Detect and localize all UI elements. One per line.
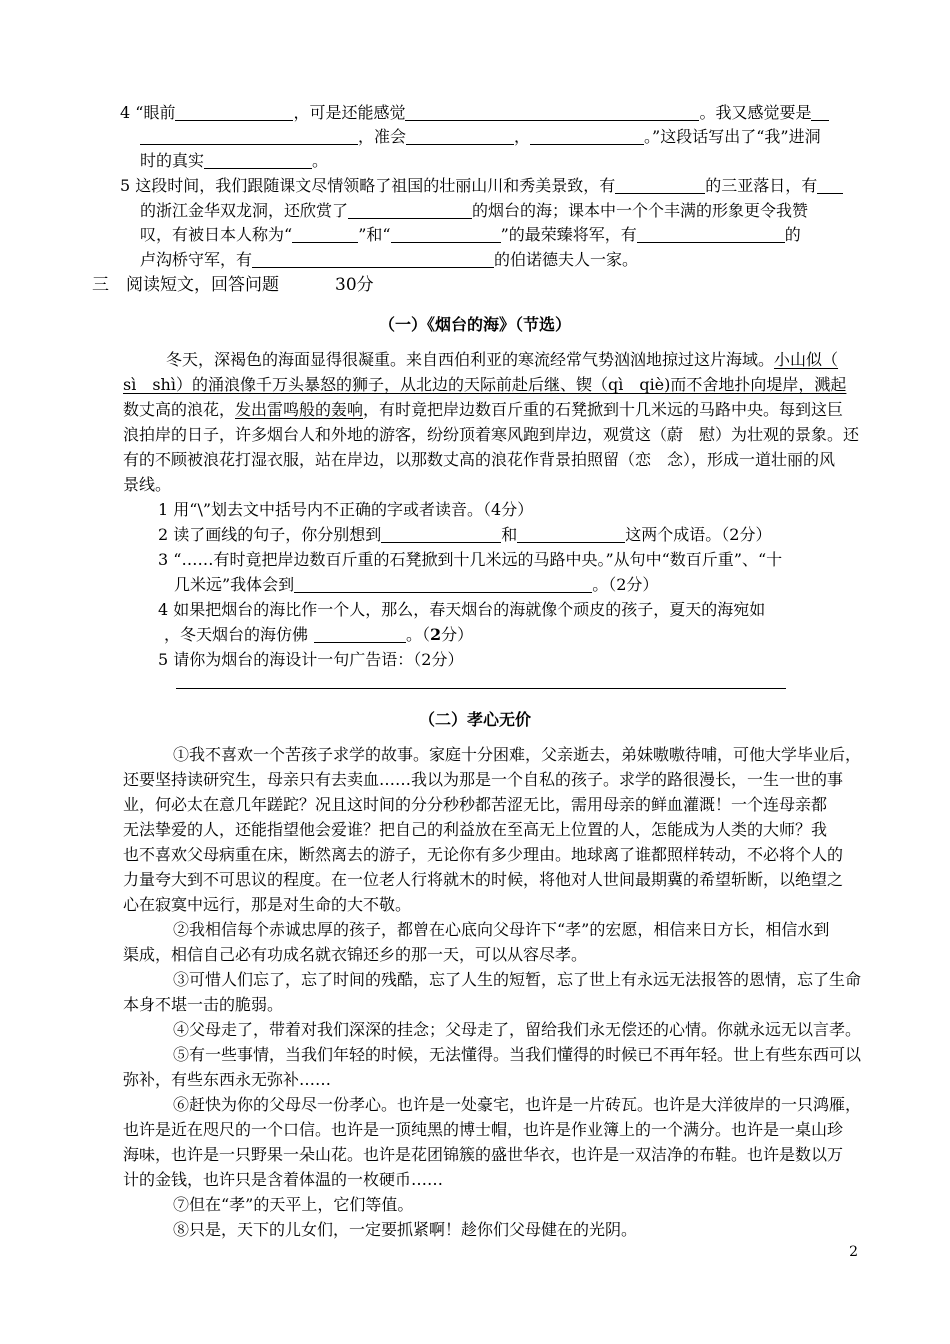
question-4-line-2: ，准会 ， 。”这段话写出了“我”进洞 (140, 124, 821, 150)
question-4-line-1: 4 “眼前 ，可是还能感觉 。我又感觉要是 (120, 100, 829, 126)
answer-blank[interactable] (391, 224, 501, 243)
passage-2-line: ③可惜人们忘了，忘了时间的残酷，忘了人生的短暂，忘了世上有永远无法报答的恩情，忘了生命 (173, 970, 862, 989)
question-5-line-3: 叹，有被日本人称为“ ”和“ ”的最荣臻将军，有 的 (140, 225, 801, 244)
answer-blank[interactable] (530, 126, 644, 145)
passage-2-line: ④父母走了，带着对我们深深的挂念；父母走了，留给我们永无偿还的心情。你就永远无以言孝。 (173, 1020, 862, 1039)
p1-question-5: 5 请你为烟台的海设计一句广告语：（2分） (158, 650, 464, 669)
passage-2-line: 力量夸大到不可思议的程度。在一位老人行将就木的时候，将他对人世间最期冀的希望斩断，以绝望之 (123, 870, 844, 889)
answer-blank[interactable] (140, 126, 358, 145)
passage-1-line-3: 数丈高的浪花，发出雷鸣般的轰响，有时竟把岸边数百斤重的石凳掀到十几米远的马路中央。每到这巨 (123, 400, 844, 419)
passage-2-line: 计的金钱，也许只是含着体温的一枚硬币…… (123, 1170, 444, 1189)
passage-2-line: 业，何必太在意几年蹉跎？况且这时间的分分秒秒都苦涩无比，需用母亲的鲜血灌溉！一个连母亲都 (123, 795, 828, 814)
passage-2-line: 也许是近在咫尺的一个口信。也许是一顶纯黑的博士帽，也许是作业簿上的一个满分。也许是一桌山珍 (123, 1120, 844, 1139)
answer-blank[interactable] (204, 150, 312, 169)
passage-2-line: ⑧只是，天下的儿女们，一定要抓紧啊！趁你们父母健在的光阴。 (173, 1220, 638, 1239)
question-4-line-3: 时的真实 。 (140, 151, 329, 170)
passage-2-line: ⑥赶快为你的父母尽一份孝心。也许是一处豪宅，也许是一片砖瓦。也许是大洋彼岸的一只鸿雁， (173, 1095, 862, 1114)
answer-blank[interactable] (406, 126, 514, 145)
answer-blank[interactable] (175, 102, 293, 121)
p1-question-3-line-1: 3 “……有时竟把岸边数百斤重的石凳掀到十几米远的马路中央。”从句中“数百斤重”、“十 (158, 550, 783, 569)
passage-1-title: （一）《烟台的海》（节选） (378, 315, 571, 334)
passage-2-line: ②我相信每个赤诚忠厚的孩子，都曾在心底向父母许下“孝”的宏愿，相信来日方长，相信水到 (173, 920, 830, 939)
page-number: 2 (849, 1244, 858, 1260)
question-5-line-1: 5 这段时间，我们跟随课文尽情领略了祖国的壮丽山川和秀美景致，有 的三亚落日，有 (120, 173, 843, 199)
question-5-line-2: 的浙江金华双龙洞，还欣赏了 的烟台的海；课本中一个个丰满的形象更令我赞 (140, 201, 809, 220)
answer-blank[interactable] (637, 224, 785, 243)
answer-line[interactable] (176, 688, 786, 689)
answer-blank[interactable] (314, 624, 406, 643)
p1-question-4-line-1: 4 如果把烟台的海比作一个人，那么，春天烟台的海就像个顽皮的孩子，夏天的海宛如 (158, 600, 766, 619)
passage-2-line: 无法挚爱的人，还能指望他会爱谁？把自己的利益放在至高无上位置的人，怎能成为人类的大师？我 (123, 820, 828, 839)
answer-blank[interactable] (381, 524, 501, 543)
passage-2-line: 还要坚持读研究生，母亲只有去卖血……我以为那是一个自私的孩子。求学的路很漫长，一生一世的事 (123, 770, 844, 789)
passage-1-line-5: 有的不顾被浪花打湿衣服，站在岸边，以那数丈高的浪花作背景拍照留（恋 念），形成一道壮丽的风 (123, 450, 836, 469)
answer-blank[interactable] (615, 175, 705, 194)
answer-blank[interactable] (817, 175, 843, 194)
p1-question-2: 2 读了画线的句子，你分别想到 和 这两个成语。（2分） (158, 525, 772, 544)
passage-1-line-1: 冬天，深褐色的海面显得很凝重。来自西伯利亚的寒流经常气势汹汹地掠过这片海域。小山似（ (166, 350, 839, 369)
passage-1-line-4: 浪拍岸的日子，许多烟台人和外地的游客，纷纷顶着寒风跑到岸边，观赏这（蔚 慰）为壮观的景象。还 (123, 425, 860, 444)
question-5-line-4: 卢沟桥守军，有 的伯诺德夫人一家。 (140, 250, 639, 269)
passage-2-line: 海味，也许是一只野果一朵山花。也许是花团锦簇的盛世华衣，也许是一双洁净的布鞋。也许是数以万 (123, 1145, 844, 1164)
p1-question-1: 1 用“\”划去文中括号内不正确的字或者读音。（4分） (158, 500, 534, 519)
passage-2-line: 弥补，有些东西永无弥补…… (123, 1070, 332, 1089)
answer-blank[interactable] (405, 102, 699, 121)
p1-question-4-line-2: ，冬天烟台的海仿佛 。（2分） (164, 625, 474, 644)
passage-1-line-2: sì shì）的涌浪像千万头暴怒的狮子，从北边的天际前赴后继、锲（qì qiè)而不舍地扑向堤岸，溅起 (123, 375, 847, 394)
passage-2-title: （二）孝心无价 (418, 710, 531, 729)
p1-question-3-line-2: 几米远”我体会到 。（2分） (174, 575, 659, 594)
answer-blank[interactable] (252, 249, 494, 268)
passage-1-line-6: 景线。 (123, 475, 172, 494)
answer-blank[interactable] (348, 200, 472, 219)
answer-blank[interactable] (294, 574, 592, 593)
passage-2-line: ⑤有一些事情，当我们年轻的时候，无法懂得。当我们懂得的时候已不再年轻。世上有些东西可以 (173, 1045, 862, 1064)
section-3-heading: 三 阅读短文，回答问题 30分 (92, 275, 374, 295)
passage-2-line: 本身不堪一击的脆弱。 (123, 995, 284, 1014)
answer-blank[interactable] (517, 524, 625, 543)
passage-2-line: ⑦但在“孝”的天平上，它们等值。 (173, 1195, 414, 1214)
answer-blank[interactable] (292, 224, 358, 243)
passage-2-line: 也不喜欢父母病重在床，断然离去的游子，无论你有多少理由。地球离了谁都照样转动，不必将个人的 (123, 845, 844, 864)
passage-2-line: 渠成，相信自己必有功成名就衣锦还乡的那一天，可以从容尽孝。 (123, 945, 588, 964)
passage-2-line: ①我不喜欢一个苦孩子求学的故事。家庭十分困难，父亲逝去，弟妹嗷嗷待哺，可他大学毕业后， (173, 745, 862, 764)
passage-2-line: 心在寂寞中远行，那是对生命的大不敬。 (123, 895, 412, 914)
answer-blank[interactable] (811, 102, 829, 121)
